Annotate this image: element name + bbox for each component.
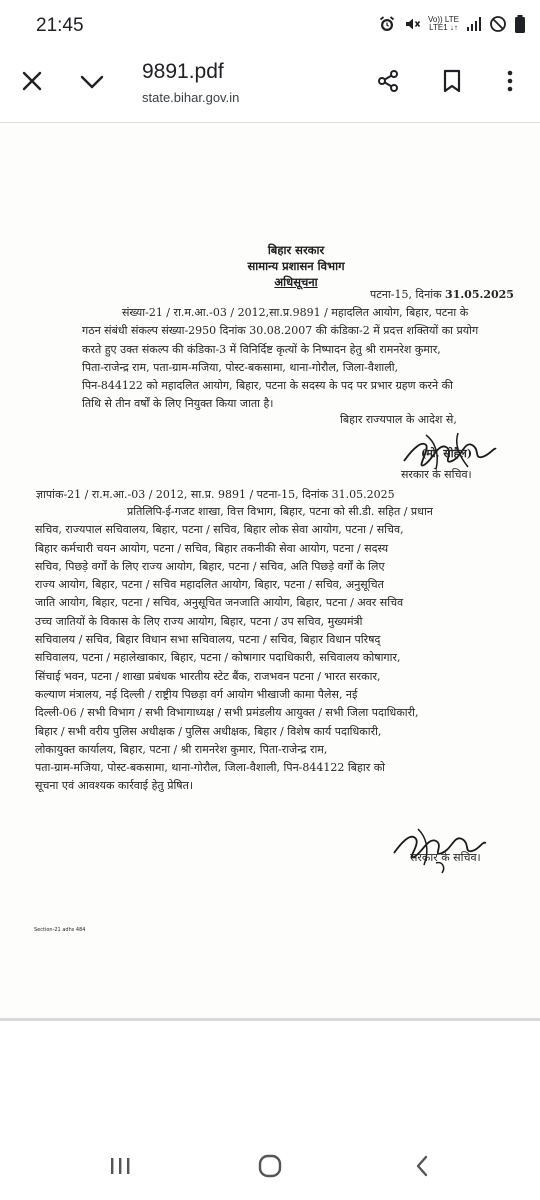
share-button[interactable] <box>368 63 408 103</box>
copy-distribution-paragraph <box>35 503 513 796</box>
status-icons <box>378 14 526 34</box>
doc-header-notification: अधिसूचना <box>274 275 318 289</box>
para-line: जाति आयोग, बिहार, पटना / सचिव, अनुसूचित जनजाति आयोग, बिहार, पटना / अवर सचिव <box>35 596 404 610</box>
pdf-viewer[interactable] <box>0 123 540 1020</box>
more-vert-icon <box>507 70 513 96</box>
status-bar <box>0 0 540 56</box>
footer-code: Section-21 adhs 484 <box>34 927 86 933</box>
expand-button[interactable] <box>72 63 112 103</box>
para-line: पिता-राजेन्द्र राम, पता-ग्राम-मजिया, पोस्ट-बकसामा, थाना-गोरौल, जिला-वैशाली, <box>82 360 399 374</box>
place-date: पटना-15, दिनांक 31.05.2025 <box>370 288 514 301</box>
para-line: राज्य आयोग, बिहार, पटना / सचिव महादलित आयोग, बिहार, पटना / सचिव, अनुसूचित <box>35 578 384 592</box>
para-line: सूचना एवं आवश्यक कार्रवाई हेतु प्रेषित। <box>35 779 194 793</box>
para-line: सचिव, राज्यपाल सचिवालय, बिहार, पटना / सचिव, बिहार लोक सेवा आयोग, पटना / सचिव, <box>35 523 404 537</box>
home-icon <box>258 1154 282 1182</box>
para-line: दिल्ली-06 / सभी विभाग / सभी विभागाध्यक्ष / सभी प्रमंडलीय आयुक्त / सभी जिला पदाधिकारी, <box>35 706 419 720</box>
back-icon <box>415 1155 429 1181</box>
para-line: बिहार कर्मचारी चयन आयोग, पटना / सचिव, बिहार तकनीकी सेवा आयोग, पटना / सदस्य <box>35 541 389 555</box>
para-line: सचिवालय / सचिव, बिहार विधान सभा सचिवालय, पटना / सचिव, बिहार विधान परिषद् <box>35 633 381 647</box>
doc-header-govt: बिहार सरकार <box>267 243 325 257</box>
alarm-icon <box>378 15 396 33</box>
notification-paragraph <box>82 304 510 414</box>
bookmark-icon <box>443 69 461 97</box>
system-navigation-bar <box>0 1136 540 1200</box>
para-line: तिथि से तीन वर्षों के लिए नियुक्त किया जाता है। <box>82 397 274 411</box>
para-line: प्रतिलिपि-ई-गजट शाखा, वित्त विभाग, बिहार, पटना को सी.डी. सहित / प्रधान <box>127 505 433 518</box>
para-line: कल्याण मंत्रालय, नई दिल्ली / राष्ट्रीय पिछड़ा वर्ग आयोग भीखाजी कामा पैलेस, नई <box>35 687 358 701</box>
recent-apps-icon <box>109 1156 131 1180</box>
para-line: गठन संबंधी संकल्प संख्या-2950 दिनांक 30.08.2007 की कंडिका-2 में प्रदत्त शक्तियों का प्रयोग <box>82 324 479 338</box>
close-icon <box>21 70 43 96</box>
dnd-icon <box>489 15 507 33</box>
doc-header-department: सामान्य प्रशासन विभाग <box>247 259 345 273</box>
mute-icon <box>403 15 421 33</box>
para-line: संख्या-21 / रा.म.आ.-03 / 2012,सा.प्र.9891 / महादलित आयोग, बिहार, पटना के <box>122 306 469 319</box>
more-options-button[interactable] <box>490 63 530 103</box>
memo-number: ज्ञापांक-21 / रा.म.आ.-03 / 2012, सा.प्र. 9891 / पटना-15, दिनांक 31.05.2025 <box>36 488 395 501</box>
bookmark-button[interactable] <box>432 63 472 103</box>
home-button[interactable] <box>230 1136 310 1200</box>
share-icon <box>376 69 400 97</box>
para-line: सचिव, पिछड़े वर्गों के लिए राज्य आयोग, बिहार, पटना / सचिव, अति पिछड़े वर्गों के लिए <box>35 559 385 573</box>
status-time: 21:45 <box>36 15 84 36</box>
para-line: बिहार / सभी वरीय पुलिस अधीक्षक / पुलिस अधीक्षक, बिहार / विशेष कार्य पदाधिकारी, <box>35 724 382 738</box>
volte-icon: Vo)) LTE LTE1 ↓↑ <box>428 15 459 32</box>
para-line: उच्च जातियों के विकास के लिए राज्य आयोग, बिहार, पटना / उप सचिव, मुख्यमंत्री <box>35 614 363 628</box>
recent-apps-button[interactable] <box>80 1136 160 1200</box>
governor-order: बिहार राज्यपाल के आदेश से, <box>340 413 457 426</box>
para-line: पिन-844122 को महादलित आयोग, बिहार, पटना के सदस्य के पद पर प्रभार ग्रहण करने की <box>82 379 453 393</box>
battery-icon <box>514 14 526 34</box>
para-line: पता-ग्राम-मजिया, पोस्ट-बकसामा, थाना-गोरौल, जिला-वैशाली, पिन-844122 बिहार को <box>35 761 386 775</box>
para-line: सचिवालय, पटना / महालेखाकार, बिहार, पटना / कोषागार पदाधिकारी, सचिवालय कोषागार, <box>35 651 401 665</box>
close-button[interactable] <box>12 63 52 103</box>
signatory-2-title: सरकार के सचिव। <box>410 851 481 864</box>
back-button[interactable] <box>382 1136 462 1200</box>
document-title: 9891.pdf <box>142 60 224 83</box>
page-bottom-edge <box>0 1018 540 1021</box>
signatory-1-title: सरकार के सचिव। <box>401 468 472 481</box>
document-url: state.bihar.gov.in <box>142 90 240 105</box>
para-line: सिंचाई भवन, पटना / शाखा प्रबंधक भारतीय स्टेट बैंक, राजभवन पटना / भारत सरकार, <box>35 669 381 683</box>
para-line: लोकायुक्त कार्यालय, बिहार, पटना / श्री रामनरेश कुमार, पिता-राजेन्द्र राम, <box>35 742 328 756</box>
pdf-page <box>0 123 540 1020</box>
chevron-down-icon <box>80 74 104 93</box>
signal-icon <box>466 16 482 32</box>
signatory-1-name: (मो. सोहैल) <box>421 447 473 460</box>
para-line: करते हुए उक्त संकल्प की कंडिका-3 में विनिर्दिष्ट कृत्यों के निष्पादन हेतु श्री रामनरेश कुमार, <box>82 342 441 356</box>
